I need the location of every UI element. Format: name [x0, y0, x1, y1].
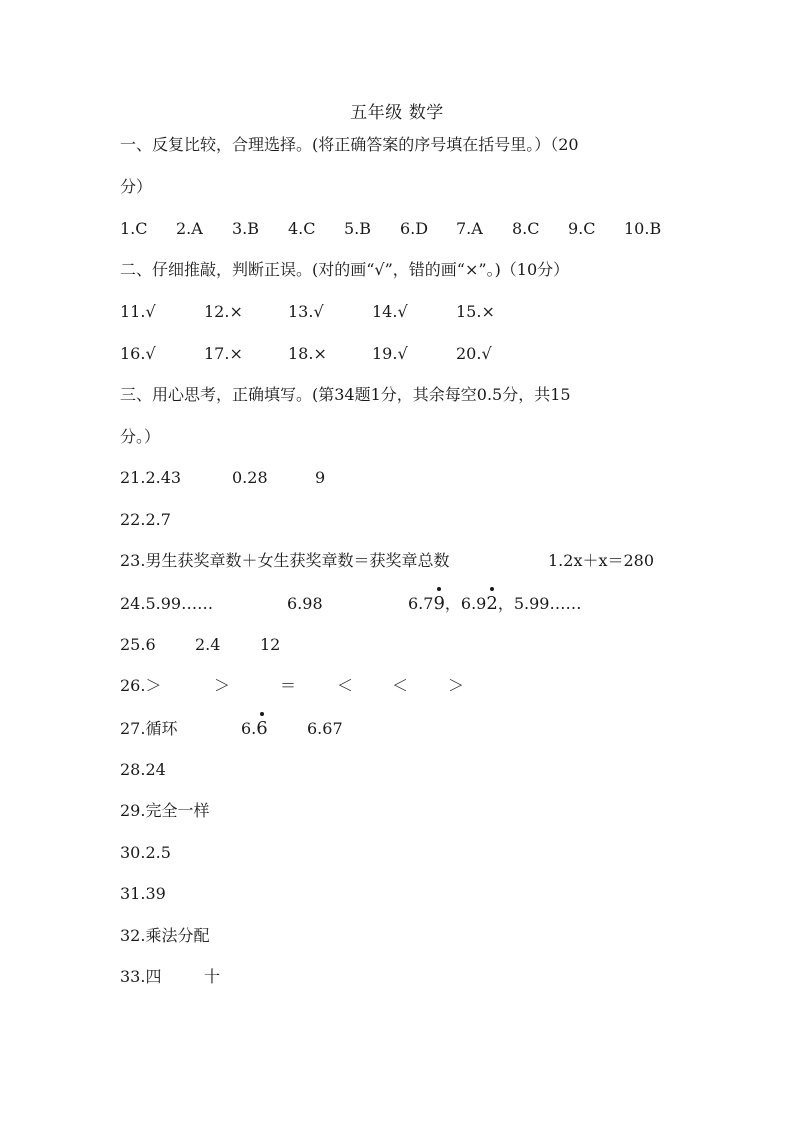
- answer-text: 24.5.99……: [120, 594, 214, 613]
- answer-text: 1.2x＋x＝280: [548, 551, 655, 570]
- repeating-digit: 2: [486, 593, 498, 614]
- answer-text: 6.: [241, 719, 257, 738]
- answer-27: [120, 718, 380, 740]
- answer-text: ＝: [280, 676, 297, 695]
- answer-31: 31.39: [120, 884, 166, 903]
- answer-text: ，6.9: [444, 594, 487, 613]
- answer-text: 2.4: [195, 635, 221, 654]
- answer-text: 9: [315, 468, 326, 487]
- judge-answers-row-2: [120, 343, 560, 365]
- answer-text: ，5.99……: [497, 594, 582, 613]
- answer-text: 27.循环: [120, 719, 178, 738]
- answer-29: 29.完全一样: [120, 801, 210, 820]
- answer-22: 22.2.7: [120, 510, 171, 529]
- answer-text: 33.四: [120, 967, 162, 986]
- answer-25: [120, 634, 320, 656]
- answer-item: 7.A: [456, 219, 483, 238]
- answer-item: 5.B: [344, 219, 372, 238]
- answer-item: 2.A: [176, 219, 203, 238]
- judge-answers-row-1: [120, 301, 560, 323]
- section-2-heading: 二、仔细推敲，判断正误。(对的画“√”，错的画“×”。)（10分）: [120, 260, 570, 279]
- answer-item: 3.B: [232, 219, 260, 238]
- section-1-heading: 一、反复比较，合理选择。(将正确答案的序号填在括号里。）（20: [120, 135, 579, 154]
- repeating-digit: 6: [256, 718, 268, 739]
- answer-text: 12: [260, 635, 281, 654]
- answer-33: [120, 966, 320, 988]
- answer-item: 9.C: [568, 219, 596, 238]
- answer-text: ＜: [337, 676, 354, 695]
- answer-item: 14.√: [372, 302, 408, 321]
- answer-text: ＞: [214, 676, 231, 695]
- answer-item: 8.C: [512, 219, 540, 238]
- answer-text: 0.28: [232, 468, 268, 487]
- answer-item: 12.×: [204, 302, 243, 321]
- answer-item: 6.D: [400, 219, 429, 238]
- answer-28: 28.24: [120, 760, 166, 779]
- answer-item: 4.C: [288, 219, 316, 238]
- answer-30: 30.2.5: [120, 843, 171, 862]
- answer-23: [120, 550, 680, 572]
- answer-text: 6.7: [408, 594, 434, 613]
- answer-text: ＜: [392, 676, 409, 695]
- answer-text: 26.＞: [120, 676, 162, 695]
- answer-21: [120, 467, 420, 489]
- answer-32: 32.乘法分配: [120, 926, 210, 945]
- answer-text: 21.2.43: [120, 468, 182, 487]
- answer-text: 25.6: [120, 635, 156, 654]
- answer-item: 20.√: [456, 344, 492, 363]
- page-title: 五年级 数学: [350, 103, 444, 123]
- repeating-decimal-answer: [408, 593, 581, 615]
- answer-text: ＞: [448, 676, 465, 695]
- answer-text: 十: [204, 967, 221, 986]
- answer-item: 10.B: [624, 219, 662, 238]
- answer-item: 13.√: [288, 302, 324, 321]
- section-3-heading: 三、用心思考，正确填写。(第34题1分，其余每空0.5分，共15: [120, 385, 571, 404]
- answer-24: [120, 593, 640, 615]
- repeating-digit: 9: [433, 593, 445, 614]
- answer-item: 18.×: [288, 344, 327, 363]
- answer-item: 19.√: [372, 344, 408, 363]
- answer-item: 16.√: [120, 344, 156, 363]
- answer-item: 17.×: [204, 344, 243, 363]
- choice-answers-row: [120, 218, 680, 240]
- answer-item: 1.C: [120, 219, 148, 238]
- section-1-heading-cont: 分）: [120, 177, 153, 196]
- answer-item: 15.×: [456, 302, 495, 321]
- answer-item: 11.√: [120, 302, 156, 321]
- section-3-heading-cont: 分。）: [120, 427, 161, 446]
- repeating-decimal-answer: [241, 718, 268, 740]
- answer-text: 23.男生获奖章数＋女生获奖章数＝获奖章总数: [120, 551, 450, 570]
- answer-text: 6.67: [307, 719, 343, 738]
- answer-26: [120, 675, 480, 697]
- answer-text: 6.98: [287, 594, 323, 613]
